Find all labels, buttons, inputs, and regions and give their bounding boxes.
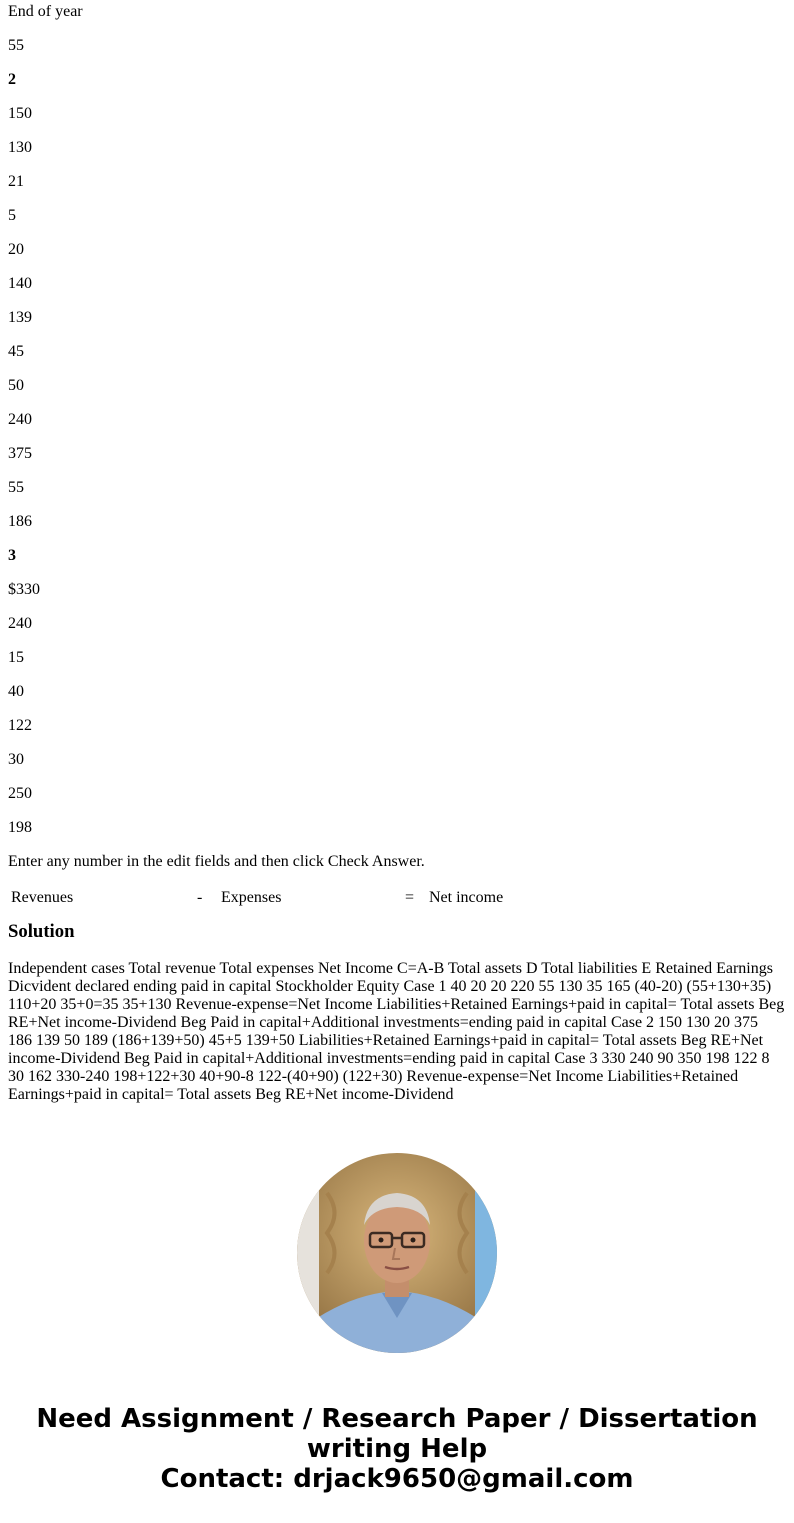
value-line: 186 bbox=[8, 513, 32, 530]
value-line: 15 bbox=[8, 649, 24, 666]
value-line: 375 bbox=[8, 445, 32, 462]
solution-text: Independent cases Total revenue Total expenses Net Income C=A-B Total assets D Total liabilities E Retained Earnings Dicvident declared ending paid in capital Stockholder Equity Case 1 40 20 20 220 55 130 35 165 (40-20) (55+130+35) 110+20 35+0=35 35+130 Revenue-expense=Net Income Liabilities+Retained Earnings+paid in capital= Total assets Beg RE+Net income-Dividend Beg Paid in capital+Additional investments=ending paid in capital Case 2 150 130 20 375 186 139 50 189 (186+139+50) 45+5 139+50 Liabilities+Retained Earnings+paid in capital= Total assets Beg RE+Net income-Dividend Beg Paid in capital+Additional investments=ending paid in capital Case 3 330 240 90 350 198 122 8 30 162 330-240 198+122+30 40+90-8 122-(40+90) (122+30) Revenue-expense=Net Income Liabilities+Retained Earnings+paid in capital= Total assets Beg RE+Net income-Dividend bbox=[8, 960, 785, 1103]
expenses-label: Expenses bbox=[221, 889, 282, 906]
promo-banner bbox=[0, 1404, 794, 1494]
value-line: 130 bbox=[8, 139, 32, 156]
value-line: 122 bbox=[8, 717, 32, 734]
case-number: 2 bbox=[8, 71, 16, 88]
value-line: $330 bbox=[8, 581, 40, 598]
equals-sign: = bbox=[405, 889, 415, 906]
value-line: 198 bbox=[8, 819, 32, 836]
value-line: 5 bbox=[8, 207, 16, 224]
promo-line-1: Need Assignment / Research Paper / Dissertation bbox=[36, 1404, 758, 1434]
equation-row bbox=[8, 887, 786, 909]
value-line: 140 bbox=[8, 275, 32, 292]
value-line: 250 bbox=[8, 785, 32, 802]
value-line: 50 bbox=[8, 377, 24, 394]
value-line: 40 bbox=[8, 683, 24, 700]
value-line: End of year bbox=[8, 3, 83, 20]
value-line: 45 bbox=[8, 343, 24, 360]
solution-heading: Solution bbox=[8, 921, 75, 942]
author-avatar bbox=[297, 1153, 497, 1353]
minus-sign: - bbox=[197, 889, 203, 906]
value-line: 139 bbox=[8, 309, 32, 326]
value-line: 20 bbox=[8, 241, 24, 258]
value-line: 55 bbox=[8, 479, 24, 496]
value-line: 150 bbox=[8, 105, 32, 122]
value-line: 55 bbox=[8, 37, 24, 54]
instruction-text: Enter any number in the edit fields and then click Check Answer. bbox=[8, 853, 425, 870]
value-line: 240 bbox=[8, 615, 32, 632]
net-income-label: Net income bbox=[429, 889, 504, 906]
revenues-label: Revenues bbox=[11, 889, 74, 906]
values-list bbox=[8, 3, 786, 837]
promo-contact: Contact: drjack9650@gmail.com bbox=[160, 1464, 634, 1494]
case-number: 3 bbox=[8, 547, 16, 564]
value-line: 30 bbox=[8, 751, 24, 768]
author-photo-illustration bbox=[297, 1153, 497, 1353]
promo-line-2: writing Help bbox=[306, 1434, 488, 1464]
document-body bbox=[8, 0, 786, 1104]
value-line: 240 bbox=[8, 411, 32, 428]
value-line: 21 bbox=[8, 173, 24, 190]
